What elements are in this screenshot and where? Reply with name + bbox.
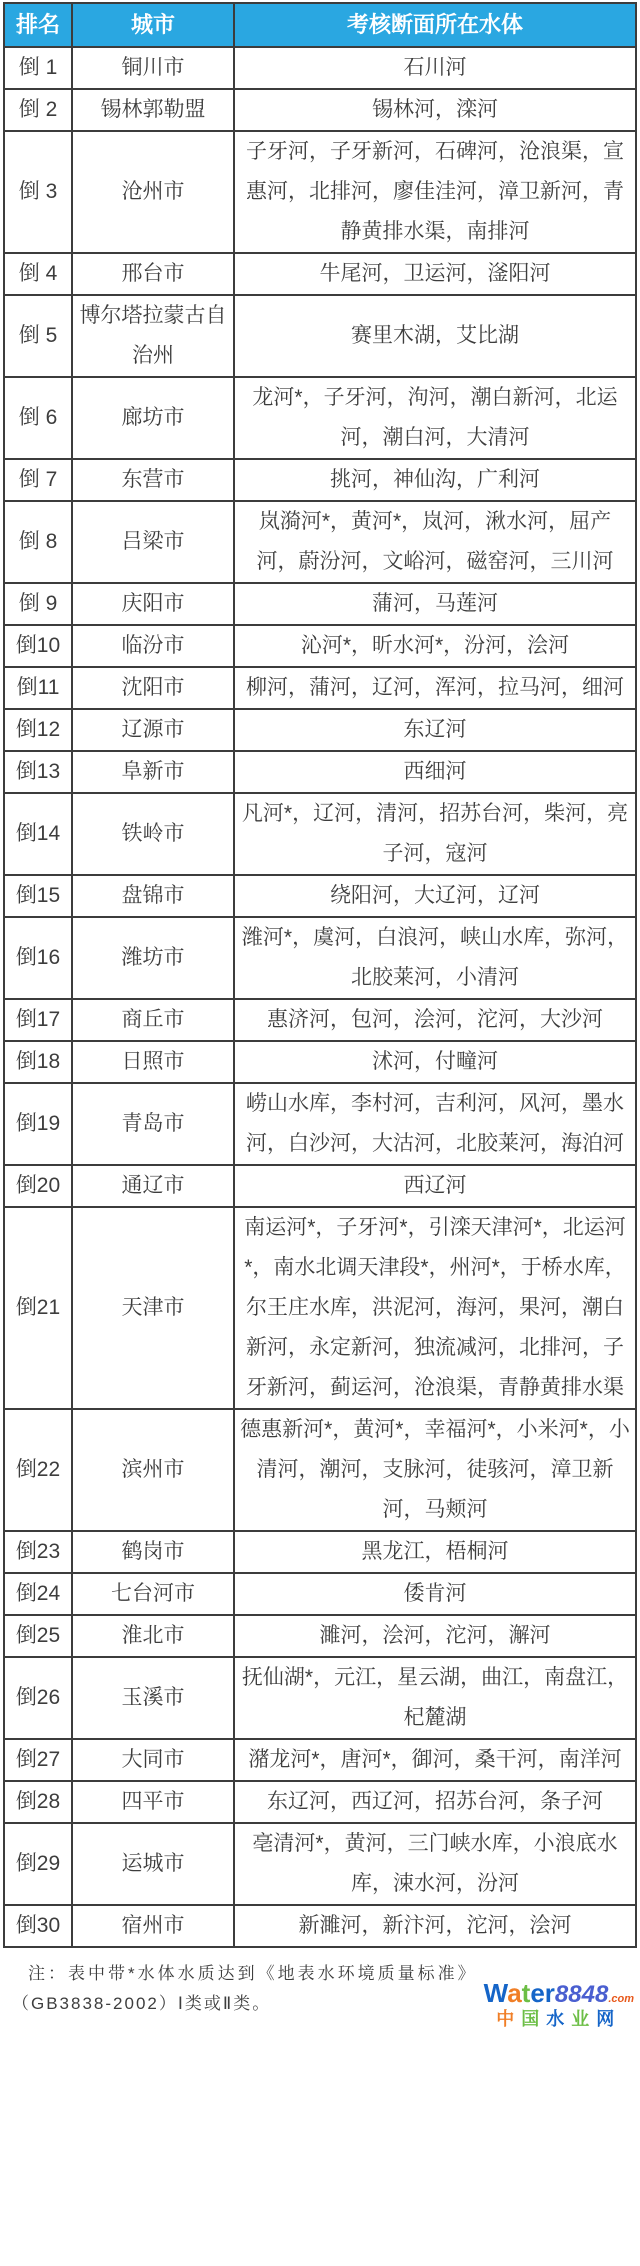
rank-cell: 倒24 xyxy=(4,1573,72,1615)
watermark-part: a xyxy=(507,1978,522,2008)
rank-cell: 倒 9 xyxy=(4,583,72,625)
city-cell: 通辽市 xyxy=(72,1165,234,1207)
watermark-part: 业 xyxy=(571,2009,597,2029)
table-row xyxy=(4,89,636,131)
rank-cell: 倒 8 xyxy=(4,501,72,583)
rank-cell: 倒28 xyxy=(4,1781,72,1823)
waters-cell: 惠济河，包河，浍河，沱河，大沙河 xyxy=(234,999,636,1041)
city-cell: 沧州市 xyxy=(72,131,234,253)
waters-cell: 南运河*，子牙河*，引滦天津河*，北运河*，南水北调天津段*，州河*，于桥水库，尔王庄水库，洪泥河，海河，果河，潮白新河，永定新河，独流减河，北排河，子牙新河，蓟运河，沧浪渠，青静黄排水渠 xyxy=(234,1207,636,1409)
table-row xyxy=(4,917,636,999)
header-row xyxy=(4,3,636,47)
waters-cell: 柳河，蒲河，辽河，浑河，拉马河，细河 xyxy=(234,667,636,709)
waters-cell: 沭河，付疃河 xyxy=(234,1041,636,1083)
table-row xyxy=(4,751,636,793)
footnote-line2: （GB3838-2002）Ⅰ类或Ⅱ类。 xyxy=(12,1994,272,2013)
table-row xyxy=(4,999,636,1041)
rank-cell: 倒18 xyxy=(4,1041,72,1083)
city-cell: 七台河市 xyxy=(72,1573,234,1615)
rank-cell: 倒 1 xyxy=(4,47,72,89)
table-row xyxy=(4,1409,636,1531)
rank-cell: 倒21 xyxy=(4,1207,72,1409)
city-cell: 庆阳市 xyxy=(72,583,234,625)
rank-cell: 倒13 xyxy=(4,751,72,793)
table-row xyxy=(4,667,636,709)
rank-cell: 倒 5 xyxy=(4,295,72,377)
waters-cell: 倭肯河 xyxy=(234,1573,636,1615)
table-row xyxy=(4,1531,636,1573)
rank-cell: 倒 4 xyxy=(4,253,72,295)
table-row xyxy=(4,1823,636,1905)
waters-cell: 赛里木湖，艾比湖 xyxy=(234,295,636,377)
waters-cell: 蒲河，马莲河 xyxy=(234,583,636,625)
waters-cell: 新濉河，新汴河，沱河，浍河 xyxy=(234,1905,636,1947)
table-row xyxy=(4,1207,636,1409)
table-row xyxy=(4,501,636,583)
table-row xyxy=(4,793,636,875)
rank-cell: 倒15 xyxy=(4,875,72,917)
table-row xyxy=(4,253,636,295)
table-row xyxy=(4,1083,636,1165)
table-row xyxy=(4,709,636,751)
table-row xyxy=(4,1165,636,1207)
city-cell: 鹤岗市 xyxy=(72,1531,234,1573)
rank-cell: 倒29 xyxy=(4,1823,72,1905)
rank-cell: 倒20 xyxy=(4,1165,72,1207)
city-cell: 盘锦市 xyxy=(72,875,234,917)
rank-cell: 倒27 xyxy=(4,1739,72,1781)
city-cell: 廊坊市 xyxy=(72,377,234,459)
watermark-part: 国 xyxy=(521,2009,547,2029)
table-row xyxy=(4,295,636,377)
rank-cell: 倒26 xyxy=(4,1657,72,1739)
city-cell: 宿州市 xyxy=(72,1905,234,1947)
city-cell: 邢台市 xyxy=(72,253,234,295)
city-cell: 沈阳市 xyxy=(72,667,234,709)
waters-cell: 东辽河 xyxy=(234,709,636,751)
rank-cell: 倒30 xyxy=(4,1905,72,1947)
header-city: 城市 xyxy=(72,3,234,47)
waters-cell: 锡林河，滦河 xyxy=(234,89,636,131)
table-row xyxy=(4,875,636,917)
city-cell: 大同市 xyxy=(72,1739,234,1781)
city-cell: 滨州市 xyxy=(72,1409,234,1531)
watermark-part: .com xyxy=(608,1993,634,2005)
city-cell: 锡林郭勒盟 xyxy=(72,89,234,131)
watermark-part: e xyxy=(530,1978,545,2008)
water-quality-ranking-table xyxy=(3,2,637,1948)
table-row xyxy=(4,1781,636,1823)
waters-cell: 亳清河*，黄河，三门峡水库，小浪底水库，涑水河，汾河 xyxy=(234,1823,636,1905)
table-header xyxy=(4,3,636,47)
footer xyxy=(0,1948,640,2034)
city-cell: 铁岭市 xyxy=(72,793,234,875)
header-rank: 排名 xyxy=(4,3,72,47)
rank-cell: 倒19 xyxy=(4,1083,72,1165)
city-cell: 运城市 xyxy=(72,1823,234,1905)
watermark-part: t xyxy=(521,1978,531,2008)
city-cell: 日照市 xyxy=(72,1041,234,1083)
rank-cell: 倒25 xyxy=(4,1615,72,1657)
table-row xyxy=(4,131,636,253)
table-row xyxy=(4,1041,636,1083)
waters-cell: 西细河 xyxy=(234,751,636,793)
waters-cell: 绕阳河，大辽河，辽河 xyxy=(234,875,636,917)
city-cell: 东营市 xyxy=(72,459,234,501)
waters-cell: 德惠新河*，黄河*，幸福河*，小米河*，小清河，潮河，支脉河，徒骇河，漳卫新河，马颊河 xyxy=(234,1409,636,1531)
watermark-part: 网 xyxy=(596,2009,622,2029)
watermark-chinese-name xyxy=(484,2010,634,2028)
table-row xyxy=(4,1657,636,1739)
table-row xyxy=(4,1615,636,1657)
table-row xyxy=(4,1573,636,1615)
rank-cell: 倒10 xyxy=(4,625,72,667)
watermark-part: 8848 xyxy=(554,1981,609,2008)
waters-cell: 沁河*，昕水河*，汾河，浍河 xyxy=(234,625,636,667)
rank-cell: 倒17 xyxy=(4,999,72,1041)
table-row xyxy=(4,47,636,89)
header-waters: 考核断面所在水体 xyxy=(234,3,636,47)
city-cell: 商丘市 xyxy=(72,999,234,1041)
waters-cell: 凡河*，辽河，清河，招苏台河，柴河，亮子河，寇河 xyxy=(234,793,636,875)
waters-cell: 黑龙江，梧桐河 xyxy=(234,1531,636,1573)
rank-cell: 倒22 xyxy=(4,1409,72,1531)
waters-cell: 岚漪河*，黄河*，岚河，湫水河，屈产河，蔚汾河，文峪河，磁窑河，三川河 xyxy=(234,501,636,583)
city-cell: 淮北市 xyxy=(72,1615,234,1657)
watermark-part: 水 xyxy=(546,2009,572,2029)
city-cell: 临汾市 xyxy=(72,625,234,667)
city-cell: 玉溪市 xyxy=(72,1657,234,1739)
city-cell: 阜新市 xyxy=(72,751,234,793)
city-cell: 青岛市 xyxy=(72,1083,234,1165)
waters-cell: 挑河，神仙沟，广利河 xyxy=(234,459,636,501)
watermark-part: 中 xyxy=(496,2009,522,2029)
rank-cell: 倒11 xyxy=(4,667,72,709)
watermark-part: W xyxy=(483,1978,508,2008)
watermark-wordmark xyxy=(484,1980,634,2007)
waters-cell: 潴龙河*，唐河*，御河，桑干河，南洋河 xyxy=(234,1739,636,1781)
rank-cell: 倒23 xyxy=(4,1531,72,1573)
table-body xyxy=(4,47,636,1947)
city-cell: 吕梁市 xyxy=(72,501,234,583)
watermark-logo xyxy=(484,1980,634,2028)
watermark-part: r xyxy=(544,1978,555,2008)
city-cell: 辽源市 xyxy=(72,709,234,751)
waters-cell: 西辽河 xyxy=(234,1165,636,1207)
waters-cell: 石川河 xyxy=(234,47,636,89)
waters-cell: 崂山水库，李村河，吉利河，风河，墨水河，白沙河，大沽河，北胶莱河，海泊河 xyxy=(234,1083,636,1165)
waters-cell: 东辽河，西辽河，招苏台河，条子河 xyxy=(234,1781,636,1823)
city-cell: 天津市 xyxy=(72,1207,234,1409)
table-row xyxy=(4,1739,636,1781)
table-row xyxy=(4,459,636,501)
waters-cell: 龙河*，子牙河，泃河，潮白新河，北运河，潮白河，大清河 xyxy=(234,377,636,459)
rank-cell: 倒12 xyxy=(4,709,72,751)
rank-cell: 倒 7 xyxy=(4,459,72,501)
rank-cell: 倒 3 xyxy=(4,131,72,253)
table-row xyxy=(4,625,636,667)
city-cell: 四平市 xyxy=(72,1781,234,1823)
table-row xyxy=(4,583,636,625)
footnote-line1: 注：表中带*水体水质达到《地表水环境质量标准》 xyxy=(28,1964,478,1983)
table-row xyxy=(4,377,636,459)
rank-cell: 倒16 xyxy=(4,917,72,999)
waters-cell: 牛尾河，卫运河，滏阳河 xyxy=(234,253,636,295)
rank-cell: 倒 6 xyxy=(4,377,72,459)
waters-cell: 潍河*，虞河，白浪河，峡山水库，弥河，北胶莱河，小清河 xyxy=(234,917,636,999)
city-cell: 铜川市 xyxy=(72,47,234,89)
rank-cell: 倒14 xyxy=(4,793,72,875)
city-cell: 博尔塔拉蒙古自治州 xyxy=(72,295,234,377)
rank-cell: 倒 2 xyxy=(4,89,72,131)
table-row xyxy=(4,1905,636,1947)
waters-cell: 子牙河，子牙新河，石碑河，沧浪渠，宣惠河，北排河，廖佳洼河，漳卫新河，青静黄排水渠，南排河 xyxy=(234,131,636,253)
city-cell: 潍坊市 xyxy=(72,917,234,999)
waters-cell: 抚仙湖*，元江，星云湖，曲江，南盘江，杞麓湖 xyxy=(234,1657,636,1739)
waters-cell: 濉河，浍河，沱河，澥河 xyxy=(234,1615,636,1657)
